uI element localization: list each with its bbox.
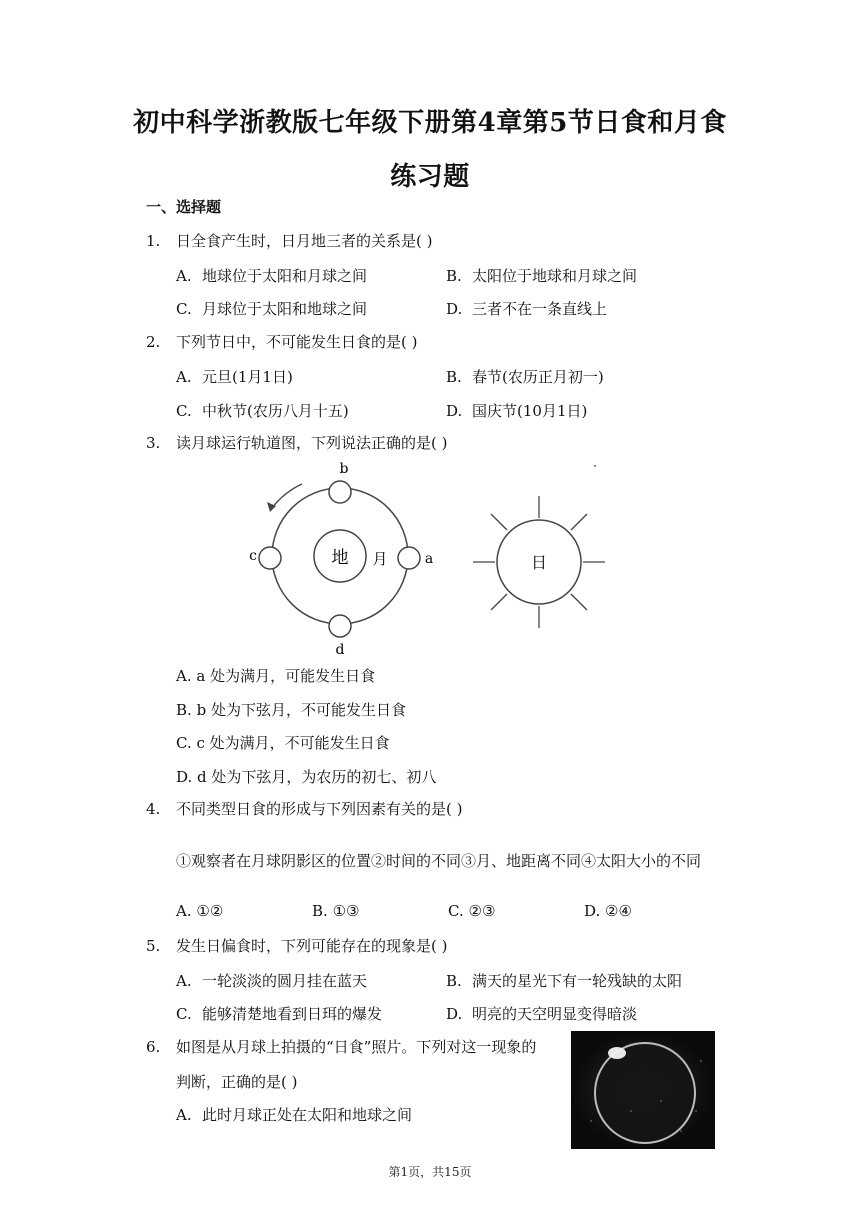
option-text: 春节(农历正月初一) [472, 368, 604, 386]
option-d [446, 1003, 637, 1024]
option-text: c 处为满月，不可能发生日食 [196, 734, 390, 752]
page-footer: 第1页，共15页 [388, 1165, 472, 1179]
option-c [176, 298, 367, 319]
option-text: 一轮淡淡的圆月挂在蓝天 [202, 972, 368, 990]
option-a [176, 366, 293, 387]
option-text: 中秋节(农历八月十五) [202, 402, 349, 420]
option-letter: B. [446, 267, 462, 285]
option-d [446, 298, 607, 319]
option-c [176, 400, 349, 421]
option-letter: A. [176, 267, 192, 285]
bright-spot [608, 1047, 626, 1059]
option-letter: D. [446, 300, 463, 318]
option-text: 国庆节(10月1日) [472, 402, 588, 420]
option-d [446, 400, 587, 421]
option-letter: C. [176, 402, 192, 420]
option-letter: C. [176, 1005, 192, 1023]
eclipse-photo [571, 1031, 715, 1149]
option-a [176, 970, 367, 991]
option-letter: B. [446, 972, 462, 990]
option-a [176, 665, 375, 686]
eclipse-ring [595, 1043, 695, 1143]
option-b [176, 699, 406, 720]
stray-dot [594, 465, 596, 467]
question-text: 日全食产生时，日月地三者的关系是( ) [176, 232, 433, 250]
section-heading: 一、选择题 [146, 198, 222, 216]
option-text: ②④ [605, 902, 632, 920]
question-statement: ①观察者在月球阴影区的位置②时间的不同③月、地距离不同④太阳大小的不同 [176, 852, 702, 870]
option-d [176, 766, 436, 787]
option-letter: B. [312, 902, 328, 920]
question-text: 下列节日中，不可能发生日食的是( ) [176, 333, 418, 351]
option-letter: A. [176, 972, 192, 990]
moon-label: 月 [372, 550, 388, 568]
option-letter: D. [176, 768, 193, 786]
option-text: 地球位于太阳和月球之间 [202, 267, 368, 285]
option-text: 能够清楚地看到日珥的爆发 [202, 1005, 383, 1023]
question-number: 4. [146, 800, 161, 818]
option-text: 太阳位于地球和月球之间 [472, 267, 638, 285]
option-letter: A. [176, 902, 192, 920]
position-label-c: c [249, 548, 257, 564]
option-d [584, 902, 632, 920]
option-letter: C. [176, 300, 192, 318]
moon-position-b [329, 481, 351, 503]
question-number: 5. [146, 937, 161, 955]
option-text: 满天的星光下有一轮残缺的太阳 [472, 972, 683, 990]
question-number: 2. [146, 333, 161, 351]
position-label-b: b [339, 461, 349, 477]
position-label-d: d [335, 642, 345, 658]
orbit-direction-arrow [272, 484, 302, 508]
moon-position-c [259, 547, 281, 569]
option-letter: D. [584, 902, 601, 920]
option-letter: D. [446, 402, 463, 420]
sun-label: 日 [530, 553, 548, 572]
question-text: 读月球运行轨道图，下列说法正确的是( ) [176, 434, 448, 452]
earth-label: 地 [331, 548, 349, 568]
question-text-line-1: 如图是从月球上拍摄的“日食”照片。下列对这一现象的 [176, 1038, 537, 1056]
option-a [176, 1104, 412, 1125]
moon-position-a [398, 547, 420, 569]
option-letter: C. [448, 902, 464, 920]
moon-orbit-diagram [240, 456, 620, 662]
arrow-head [267, 502, 276, 512]
document-title: 初中科学浙教版七年级下册第4章第5节日食和月食练习题 [133, 108, 727, 192]
option-text: b 处为下弦月，不可能发生日食 [196, 701, 406, 719]
question-text: 不同类型日食的形成与下列因素有关的是( ) [176, 800, 463, 818]
option-b [446, 366, 604, 387]
question-text: 发生日偏食时，下列可能存在的现象是( ) [176, 937, 448, 955]
option-c [448, 902, 495, 920]
question-number: 6. [146, 1038, 161, 1056]
option-text: a 处为满月，可能发生日食 [196, 667, 376, 685]
position-label-a: a [424, 551, 434, 567]
option-text: 明亮的天空明显变得暗淡 [472, 1005, 638, 1023]
option-text: 三者不在一条直线上 [472, 300, 608, 318]
moon-position-d [329, 615, 351, 637]
option-letter: A. [176, 667, 192, 685]
option-letter: C. [176, 734, 192, 752]
question-number: 3. [146, 434, 161, 452]
option-letter: D. [446, 1005, 463, 1023]
option-text: ①② [196, 902, 224, 920]
option-text: d 处为下弦月，为农历的初七、初八 [197, 768, 437, 786]
option-c [176, 732, 390, 753]
option-letter: A. [176, 1106, 192, 1124]
option-text: ②③ [468, 902, 496, 920]
option-a [176, 902, 223, 920]
option-b [312, 902, 359, 920]
question-number: 1. [146, 232, 161, 250]
option-text: 此时月球正处在太阳和地球之间 [202, 1106, 413, 1124]
option-text: ①③ [332, 902, 360, 920]
option-b [446, 970, 682, 991]
option-letter: B. [176, 701, 192, 719]
option-a [176, 265, 367, 286]
option-text: 月球位于太阳和地球之间 [202, 300, 368, 318]
option-text: 元旦(1月1日) [202, 368, 293, 386]
option-letter: A. [176, 368, 192, 386]
option-letter: B. [446, 368, 462, 386]
option-c [176, 1003, 382, 1024]
option-b [446, 265, 637, 286]
question-text-line-2: 判断，正确的是( ) [176, 1073, 298, 1091]
